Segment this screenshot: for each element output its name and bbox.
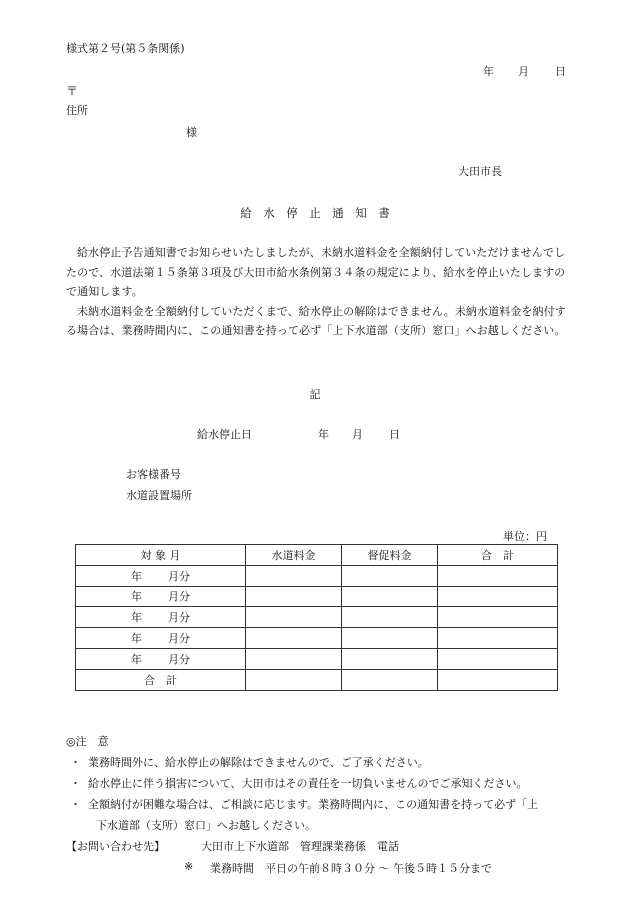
stop-date-month: 月 [352,428,363,441]
header-reminder-fee: 督促料金 [342,545,438,566]
honorific: 様 [186,126,197,139]
note-text: 給水停止に伴う損害について、大田市はその責任を一切負いませんのでご承知ください。 [88,777,528,790]
month-cell-month: 月分 [168,632,190,646]
table-cell [246,669,342,690]
header-total: 合 計 [438,545,558,566]
business-hours: 業務時間 平日の午前８時３０分 ～ 午後５時１５分まで [210,862,492,875]
note-item [70,752,570,773]
postal-mark: 〒 [66,84,79,98]
paragraph-2: 未納水道料金を全額納付していただくまで、給水停止の解除はできません。未納水道料金を納付する場合は、業務時間内に、この通知書を持って必ず「上下水道部（支所）窓口」へお越しください。 [66,304,566,337]
contact-label: 【お問い合わせ先】 [66,840,165,853]
table-cell [246,565,342,586]
table-cell [438,628,558,649]
table-cell [438,607,558,628]
month-cell [76,586,246,607]
header-target-month: 対 象 月 [76,545,246,566]
month-cell [76,628,246,649]
note-bullet: ・ [70,777,81,790]
table-cell [438,586,558,607]
month-cell-year: 年 [131,652,142,666]
table-total-row [76,669,558,690]
month-cell-month: 月分 [168,652,190,666]
date-day: 日 [555,65,566,78]
notes-title: ◎注 意 [66,735,109,748]
location-label: 水道設置場所 [126,489,192,502]
stop-date-label: 給水停止日 [197,428,252,441]
table-cell [342,565,438,586]
document-title: 給 水 停 止 通 知 書 [240,206,390,220]
unit-label: 単位：円 [503,530,547,543]
stop-date-year: 年 [318,428,329,441]
table-cell [246,648,342,669]
ki-heading: 記 [309,388,321,401]
table-cell [438,669,558,690]
table-cell [342,607,438,628]
issuer: 大田市長 [458,165,502,178]
address-label: 住所 [66,104,88,117]
table-cell [438,648,558,669]
body-text [66,243,566,341]
month-cell [76,565,246,586]
table-row [76,586,558,607]
month-cell-year: 年 [131,590,142,604]
table-row [76,648,558,669]
table-row [76,628,558,649]
note-text: 全額納付が困難な場合は、ご相談に応じます。業務時間内に、この通知書を持って必ず「上 [88,798,539,811]
month-cell-month: 月分 [168,569,190,583]
table-cell [342,586,438,607]
header-water-fee: 水道料金 [246,545,342,566]
note-item [70,794,570,836]
note-text-continued: 下水道部（支所）窓口」へお越しください。 [96,819,316,832]
table-cell [342,628,438,649]
month-cell-year: 年 [131,569,142,583]
table-cell [246,607,342,628]
stop-date-day: 日 [389,428,400,441]
table-cell [342,669,438,690]
table-cell [246,586,342,607]
hours-mark: ※ [184,860,194,873]
table-cell [342,648,438,669]
month-cell-year: 年 [131,611,142,625]
note-item [70,773,570,794]
charges-table [75,544,558,691]
month-cell-month: 月分 [168,590,190,604]
month-cell [76,648,246,669]
month-cell-month: 月分 [168,611,190,625]
paragraph-1: 給水停止予告通知書でお知らせいたしましたが、未納水道料金を全額納付していただけませんでしたので、水道法第１５条第３項及び大田市給水条例第３４条の規定により、給水を停止いたしますので通知します。 [66,246,566,298]
note-text: 業務時間外に、給水停止の解除はできませんので、ご了承ください。 [88,756,429,769]
table-cell [438,565,558,586]
total-label: 合 計 [76,669,246,690]
table-row [76,607,558,628]
date-year: 年 [483,65,494,78]
date-month: 月 [518,65,529,78]
table-header-row [76,545,558,566]
month-cell-year: 年 [131,632,142,646]
month-cell [76,607,246,628]
note-bullet: ・ [70,798,81,811]
contact-department: 大田市上下水道部 管理課業務係 電話 [201,840,399,853]
table-row [76,565,558,586]
note-bullet: ・ [70,756,81,769]
form-number: 様式第２号(第５条関係) [66,42,185,55]
table-cell [246,628,342,649]
notes-section [66,731,570,836]
customer-number-label: お客様番号 [126,468,181,481]
